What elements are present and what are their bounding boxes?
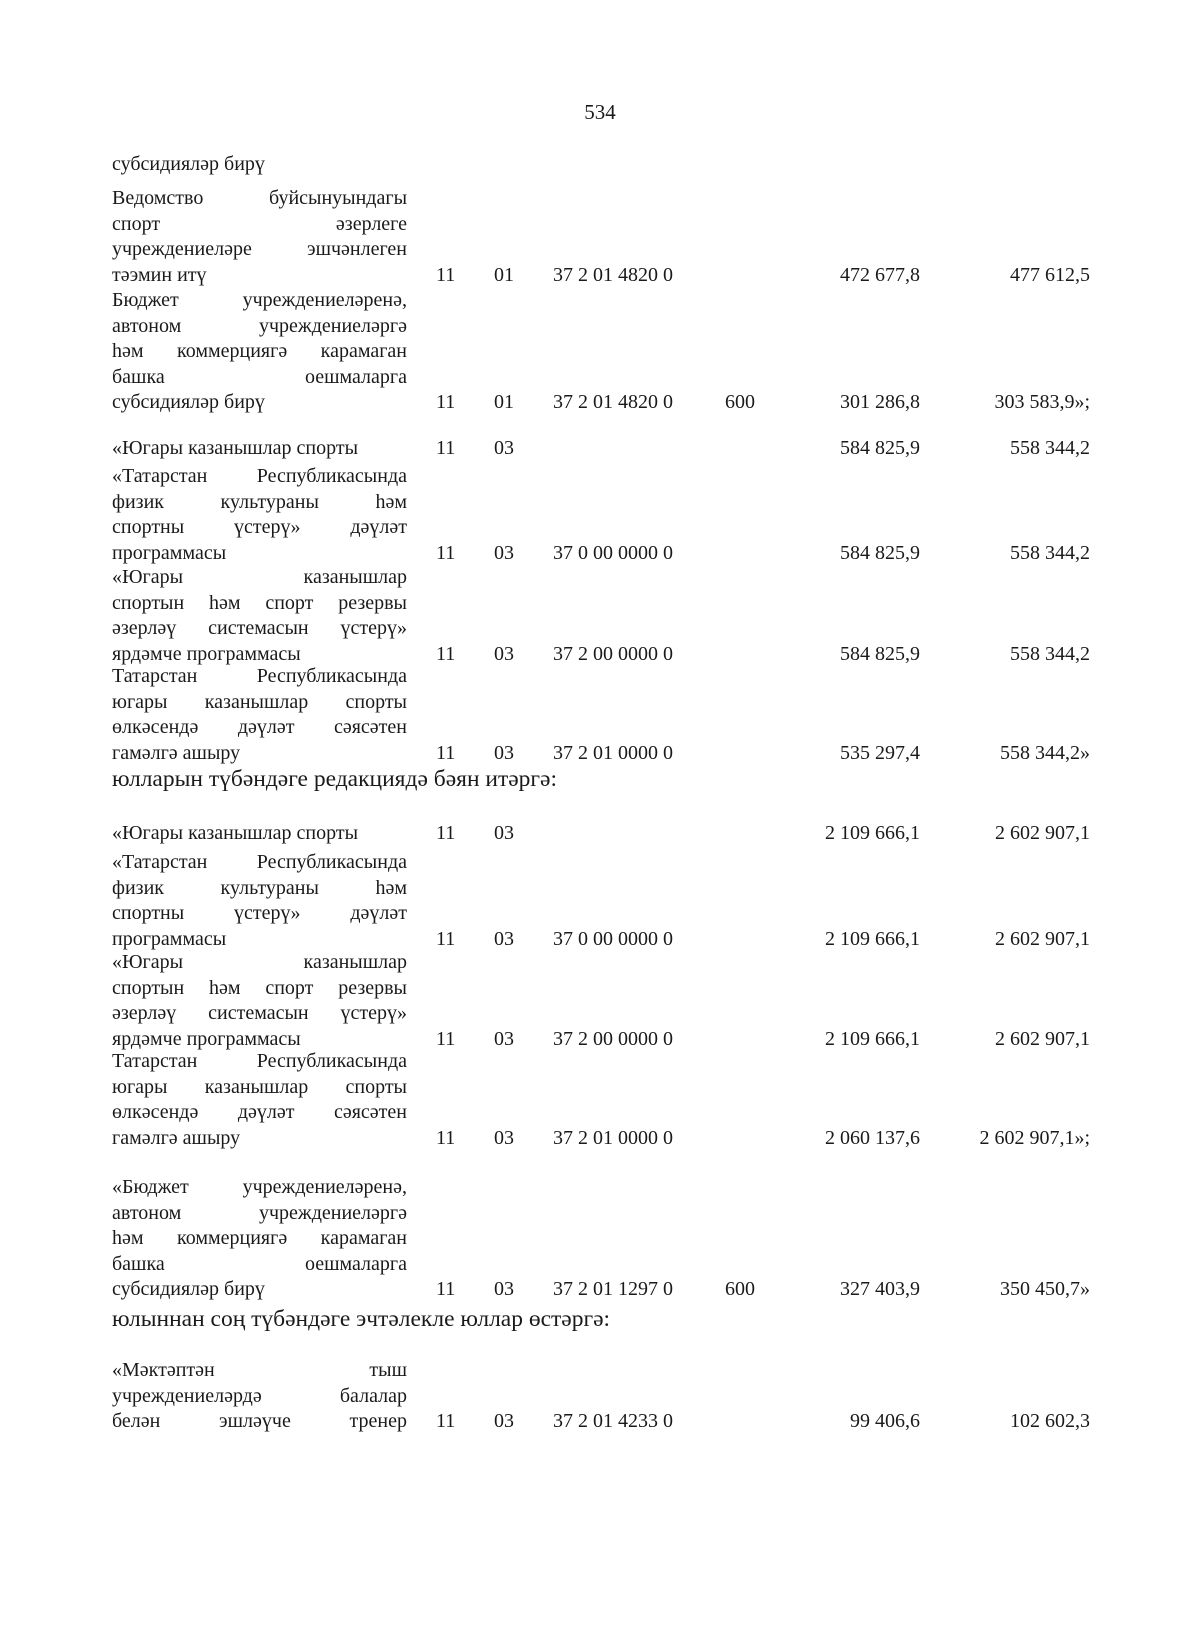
description-line: спортны үстерү» дәүләт	[112, 902, 407, 924]
amount-year1-cell: 584 825,9	[840, 437, 920, 459]
section-cell: 11	[436, 263, 456, 286]
description-line: «Югары казанышлар	[112, 566, 407, 588]
section-cell: 11	[436, 1126, 456, 1149]
description-line: әзерләү системасын үстерү»	[112, 1002, 407, 1024]
description-line: субсидияләр бирү	[112, 1278, 265, 1300]
section-cell: 11	[436, 1027, 456, 1050]
description-line: «Татарстан Республикасында	[112, 465, 407, 487]
subsection-cell: 03	[494, 437, 514, 459]
amount-year1-cell: 301 286,8	[840, 391, 920, 413]
subsection-cell: 03	[494, 1126, 514, 1149]
description-line: әзерләү системасын үстерү»	[112, 617, 407, 639]
description-line: Бюджет учреждениеләренә,	[112, 289, 407, 311]
description-line: башка оешмаларга	[112, 365, 407, 388]
description-line: Татарстан Республикасында	[112, 1050, 407, 1072]
target-code-cell: 37 2 01 4233 0	[553, 1410, 673, 1432]
description-line: ярдәмче программасы	[112, 642, 301, 665]
amount-year1-cell: 2 109 666,1	[825, 822, 920, 844]
description-line: югары казанышлар спорты	[112, 1075, 407, 1098]
subsection-cell: 03	[494, 822, 514, 844]
section-cell: 11	[436, 1410, 456, 1432]
description-line: субсидияләр бирү	[112, 391, 265, 413]
description-line: Ведомство буйсынуындагы	[112, 187, 407, 209]
amount-year1-cell: 2 109 666,1	[825, 1027, 920, 1050]
expense-type-cell: 600	[725, 391, 755, 413]
description-line: «Бюджет учреждениеләренә,	[112, 1176, 407, 1198]
description-line: башка оешмаларга	[112, 1252, 407, 1275]
description-line: спорт әзерлеге	[112, 212, 407, 235]
row-description	[112, 950, 407, 1052]
description-line: физик культураны һәм	[112, 876, 407, 899]
description-line: автоном учреждениеләргә	[112, 314, 407, 337]
description-line: гамәлгә ашыру	[112, 1126, 241, 1149]
description-line: өлкәсендә дәүләт сәясәтен	[112, 716, 407, 738]
description-line: программасы	[112, 541, 227, 564]
subsection-cell: 01	[494, 391, 514, 413]
subsection-cell: 01	[494, 263, 514, 286]
description-line: «Татарстан Республикасында	[112, 851, 407, 873]
target-code-cell: 37 2 01 4820 0	[553, 263, 673, 286]
description-line: спортын һәм спорт резервы	[112, 591, 407, 614]
description-line: автоном учреждениеләргә	[112, 1201, 407, 1224]
subsection-cell: 03	[494, 1027, 514, 1050]
amount-year2-cell: 303 583,9»;	[994, 391, 1090, 413]
section-cell: 11	[436, 541, 456, 564]
target-code-cell: 37 2 01 1297 0	[553, 1278, 673, 1300]
instruction-text: юлларын түбәндәге редакциядә бәян итәргә:	[112, 766, 558, 792]
description-line: югары казанышлар спорты	[112, 690, 407, 713]
continuation-line	[112, 152, 407, 178]
row-description	[112, 1049, 407, 1151]
description-line: учреждениеләре эшчәнлеген	[112, 238, 407, 260]
amount-year2-cell: 102 602,3	[1010, 1410, 1090, 1432]
row-description	[112, 565, 407, 667]
continuation-text: субсидияләр бирү	[112, 153, 265, 175]
row-description	[112, 464, 407, 566]
amount-year2-cell: 558 344,2	[1010, 642, 1090, 665]
instruction-text: юлыннан соң түбәндәге эчтәлекле юллар өстәргә:	[112, 1306, 611, 1332]
amount-year1-cell: 327 403,9	[840, 1278, 920, 1300]
target-code-cell: 37 2 00 0000 0	[553, 1027, 673, 1050]
row-description	[112, 288, 407, 416]
description-line: Татарстан Республикасында	[112, 665, 407, 687]
expense-type-cell: 600	[725, 1278, 755, 1300]
row-description	[112, 821, 407, 847]
description-line: спортын һәм спорт резервы	[112, 976, 407, 999]
amount-year2-cell: 350 450,7»	[1000, 1278, 1090, 1300]
section-cell: 11	[436, 741, 456, 764]
target-code-cell: 37 0 00 0000 0	[553, 927, 673, 950]
row-description	[112, 1175, 407, 1303]
target-code-cell: 37 2 01 0000 0	[553, 741, 673, 764]
description-line: «Мәктәптән тыш	[112, 1359, 407, 1381]
subsection-cell: 03	[494, 927, 514, 950]
target-code-cell: 37 2 01 0000 0	[553, 1126, 673, 1149]
description-line: һәм коммерциягә карамаган	[112, 340, 407, 362]
amount-year1-cell: 2 060 137,6	[825, 1126, 920, 1149]
subsection-cell: 03	[494, 642, 514, 665]
subsection-cell: 03	[494, 541, 514, 564]
target-code-cell: 37 2 00 0000 0	[553, 642, 673, 665]
subsection-cell: 03	[494, 1278, 514, 1300]
description-line: программасы	[112, 927, 227, 950]
amount-year2-cell: 558 344,2	[1010, 541, 1090, 564]
section-cell: 11	[436, 437, 456, 459]
section-cell: 11	[436, 642, 456, 665]
description-line: учреждениеләрдә балалар	[112, 1384, 407, 1407]
description-line: өлкәсендә дәүләт сәясәтен	[112, 1101, 407, 1123]
amount-year2-cell: 477 612,5	[1010, 263, 1090, 286]
description-line: һәм коммерциягә карамаган	[112, 1227, 407, 1249]
page-number: 534	[584, 100, 616, 124]
target-code-cell: 37 0 00 0000 0	[553, 541, 673, 564]
amount-year1-cell: 584 825,9	[840, 642, 920, 665]
subsection-cell: 03	[494, 1410, 514, 1432]
amount-year2-cell: 558 344,2	[1010, 437, 1090, 459]
amount-year2-cell: 2 602 907,1	[995, 822, 1090, 844]
row-description	[112, 1358, 407, 1435]
subsection-cell: 03	[494, 741, 514, 764]
description-line: «Югары казанышлар спорты	[112, 437, 359, 459]
description-line: спортны үстерү» дәүләт	[112, 516, 407, 538]
description-line: тәэмин итү	[112, 263, 207, 286]
amount-year2-cell: 2 602 907,1»;	[979, 1126, 1090, 1149]
description-line: гамәлгә ашыру	[112, 741, 241, 764]
amount-year1-cell: 2 109 666,1	[825, 927, 920, 950]
row-description	[112, 186, 407, 288]
section-cell: 11	[436, 927, 456, 950]
target-code-cell: 37 2 01 4820 0	[553, 391, 673, 413]
section-cell: 11	[436, 391, 456, 413]
amount-year1-cell: 584 825,9	[840, 541, 920, 564]
description-line: «Югары казанышлар спорты	[112, 822, 359, 844]
amount-year2-cell: 2 602 907,1	[995, 1027, 1090, 1050]
section-cell: 11	[436, 1278, 456, 1300]
amount-year1-cell: 99 406,6	[850, 1410, 920, 1432]
description-line: физик культураны һәм	[112, 490, 407, 513]
amount-year2-cell: 558 344,2»	[1000, 741, 1090, 764]
amount-year2-cell: 2 602 907,1	[995, 927, 1090, 950]
section-cell: 11	[436, 822, 456, 844]
description-line: ярдәмче программасы	[112, 1027, 301, 1050]
row-description	[112, 664, 407, 766]
amount-year1-cell: 535 297,4	[840, 741, 920, 764]
description-line: белән эшләүче тренер	[112, 1410, 407, 1432]
row-description	[112, 850, 407, 952]
amount-year1-cell: 472 677,8	[840, 263, 920, 286]
description-line: «Югары казанышлар	[112, 951, 407, 973]
row-description	[112, 436, 407, 462]
